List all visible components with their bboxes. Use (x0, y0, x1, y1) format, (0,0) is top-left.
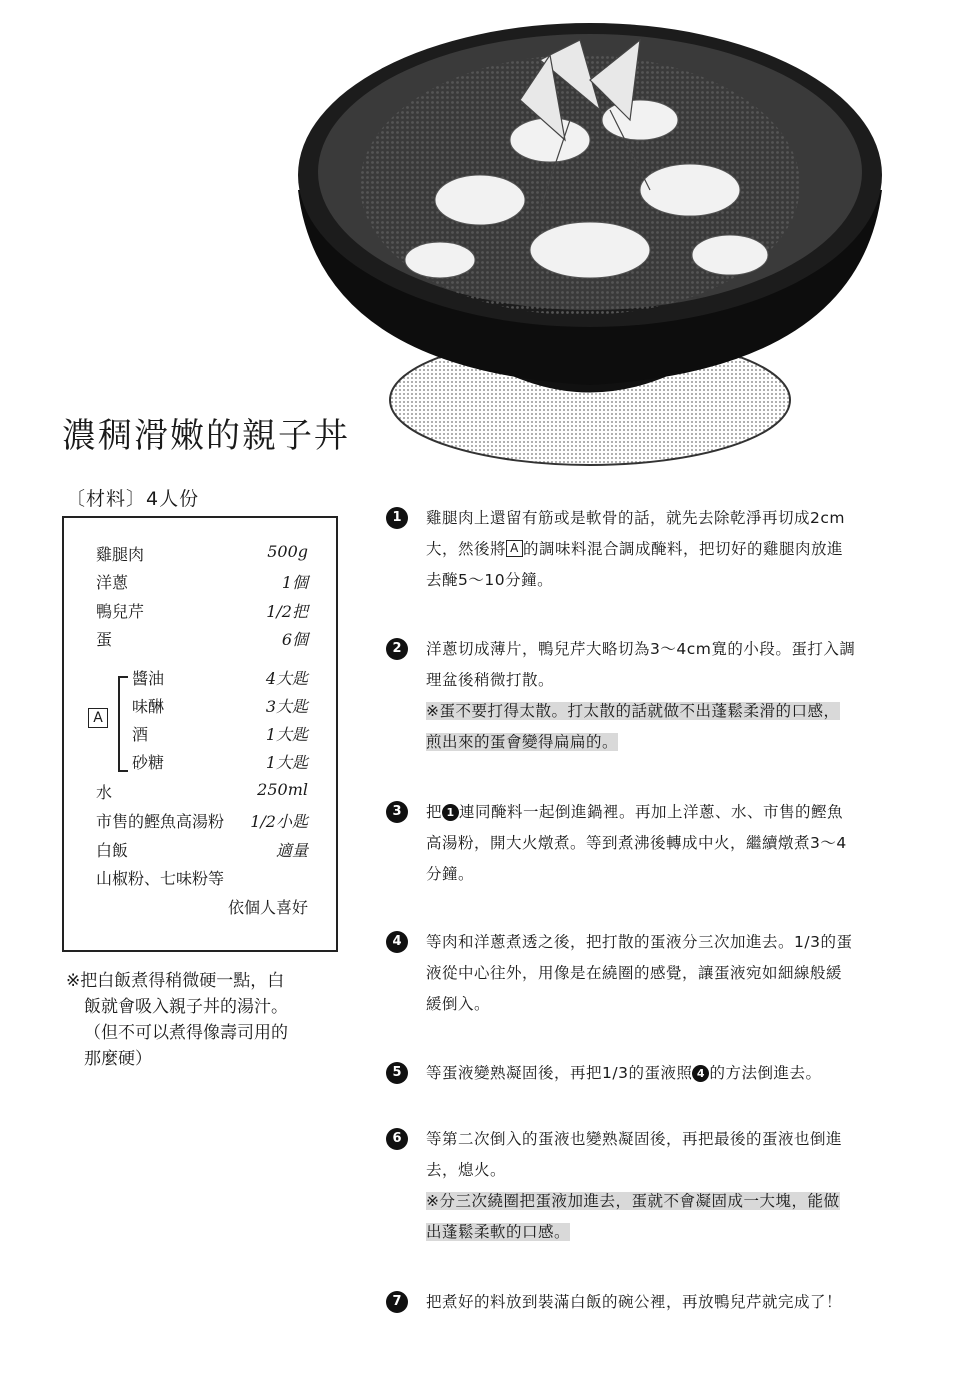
step-number-badge: 1 (386, 507, 408, 529)
highlighted-tip: ※分三次繞圈把蛋液加進去，蛋就不會凝固成一大塊，能做 (426, 1192, 840, 1210)
seasoning-group-bracket (118, 676, 128, 772)
step-ref-badge: 4 (692, 1065, 709, 1082)
step-number-badge: 2 (386, 638, 408, 660)
step-number-badge: 5 (386, 1062, 408, 1084)
ingredients-heading: 〔材料〕4人份 (66, 488, 200, 510)
seasoning-row: 砂糖 1大匙 (132, 753, 308, 772)
rice-note: ※把白飯煮得稍微硬一點，白 飯就會吸入親子丼的湯汁。 （但不可以煮得像壽司用的 那麼硬） (66, 971, 288, 1069)
step-number-badge: 4 (386, 931, 408, 953)
ingredient-row: 水 250ml (96, 780, 308, 802)
highlighted-tip: ※蛋不要打得太散。打太散的話就做不出蓬鬆柔滑的口感， (426, 702, 840, 720)
ingredient-row: 洋蔥 1個 (96, 573, 308, 592)
oyakodon-bowl-illustration (290, 0, 890, 470)
ingredient-row: 山椒粉、七味粉等 (96, 869, 225, 888)
seasoning-group-ref: A (506, 540, 523, 557)
ingredient-row: 依個人喜好 (227, 898, 308, 917)
step-number-badge: 3 (386, 801, 408, 823)
step-number-badge: 7 (386, 1291, 408, 1313)
ingredients-box (62, 516, 338, 952)
seasoning-row: 醬油 4大匙 (132, 669, 308, 688)
seasoning-row: 味醂 3大匙 (132, 697, 308, 716)
highlighted-tip: 煎出來的蛋會變得扁扁的。 (426, 733, 619, 751)
seasoning-group-label: A (88, 708, 108, 728)
ingredient-row: 雞腿肉 500g (96, 542, 308, 564)
seasoning-row: 酒 1大匙 (132, 725, 308, 744)
highlighted-tip: 出蓬鬆柔軟的口感。 (426, 1223, 571, 1241)
ingredient-row: 白飯 適量 (96, 841, 308, 860)
ingredient-row: 蛋 6個 (96, 630, 308, 649)
ingredient-row: 鴨兒芹 1/2把 (96, 602, 308, 621)
step-ref-badge: 1 (442, 804, 459, 821)
ingredient-row: 市售的鰹魚高湯粉 1/2小匙 (96, 812, 308, 831)
step-number-badge: 6 (386, 1128, 408, 1150)
recipe-title: 濃稠滑嫩的親子丼 (62, 416, 350, 456)
